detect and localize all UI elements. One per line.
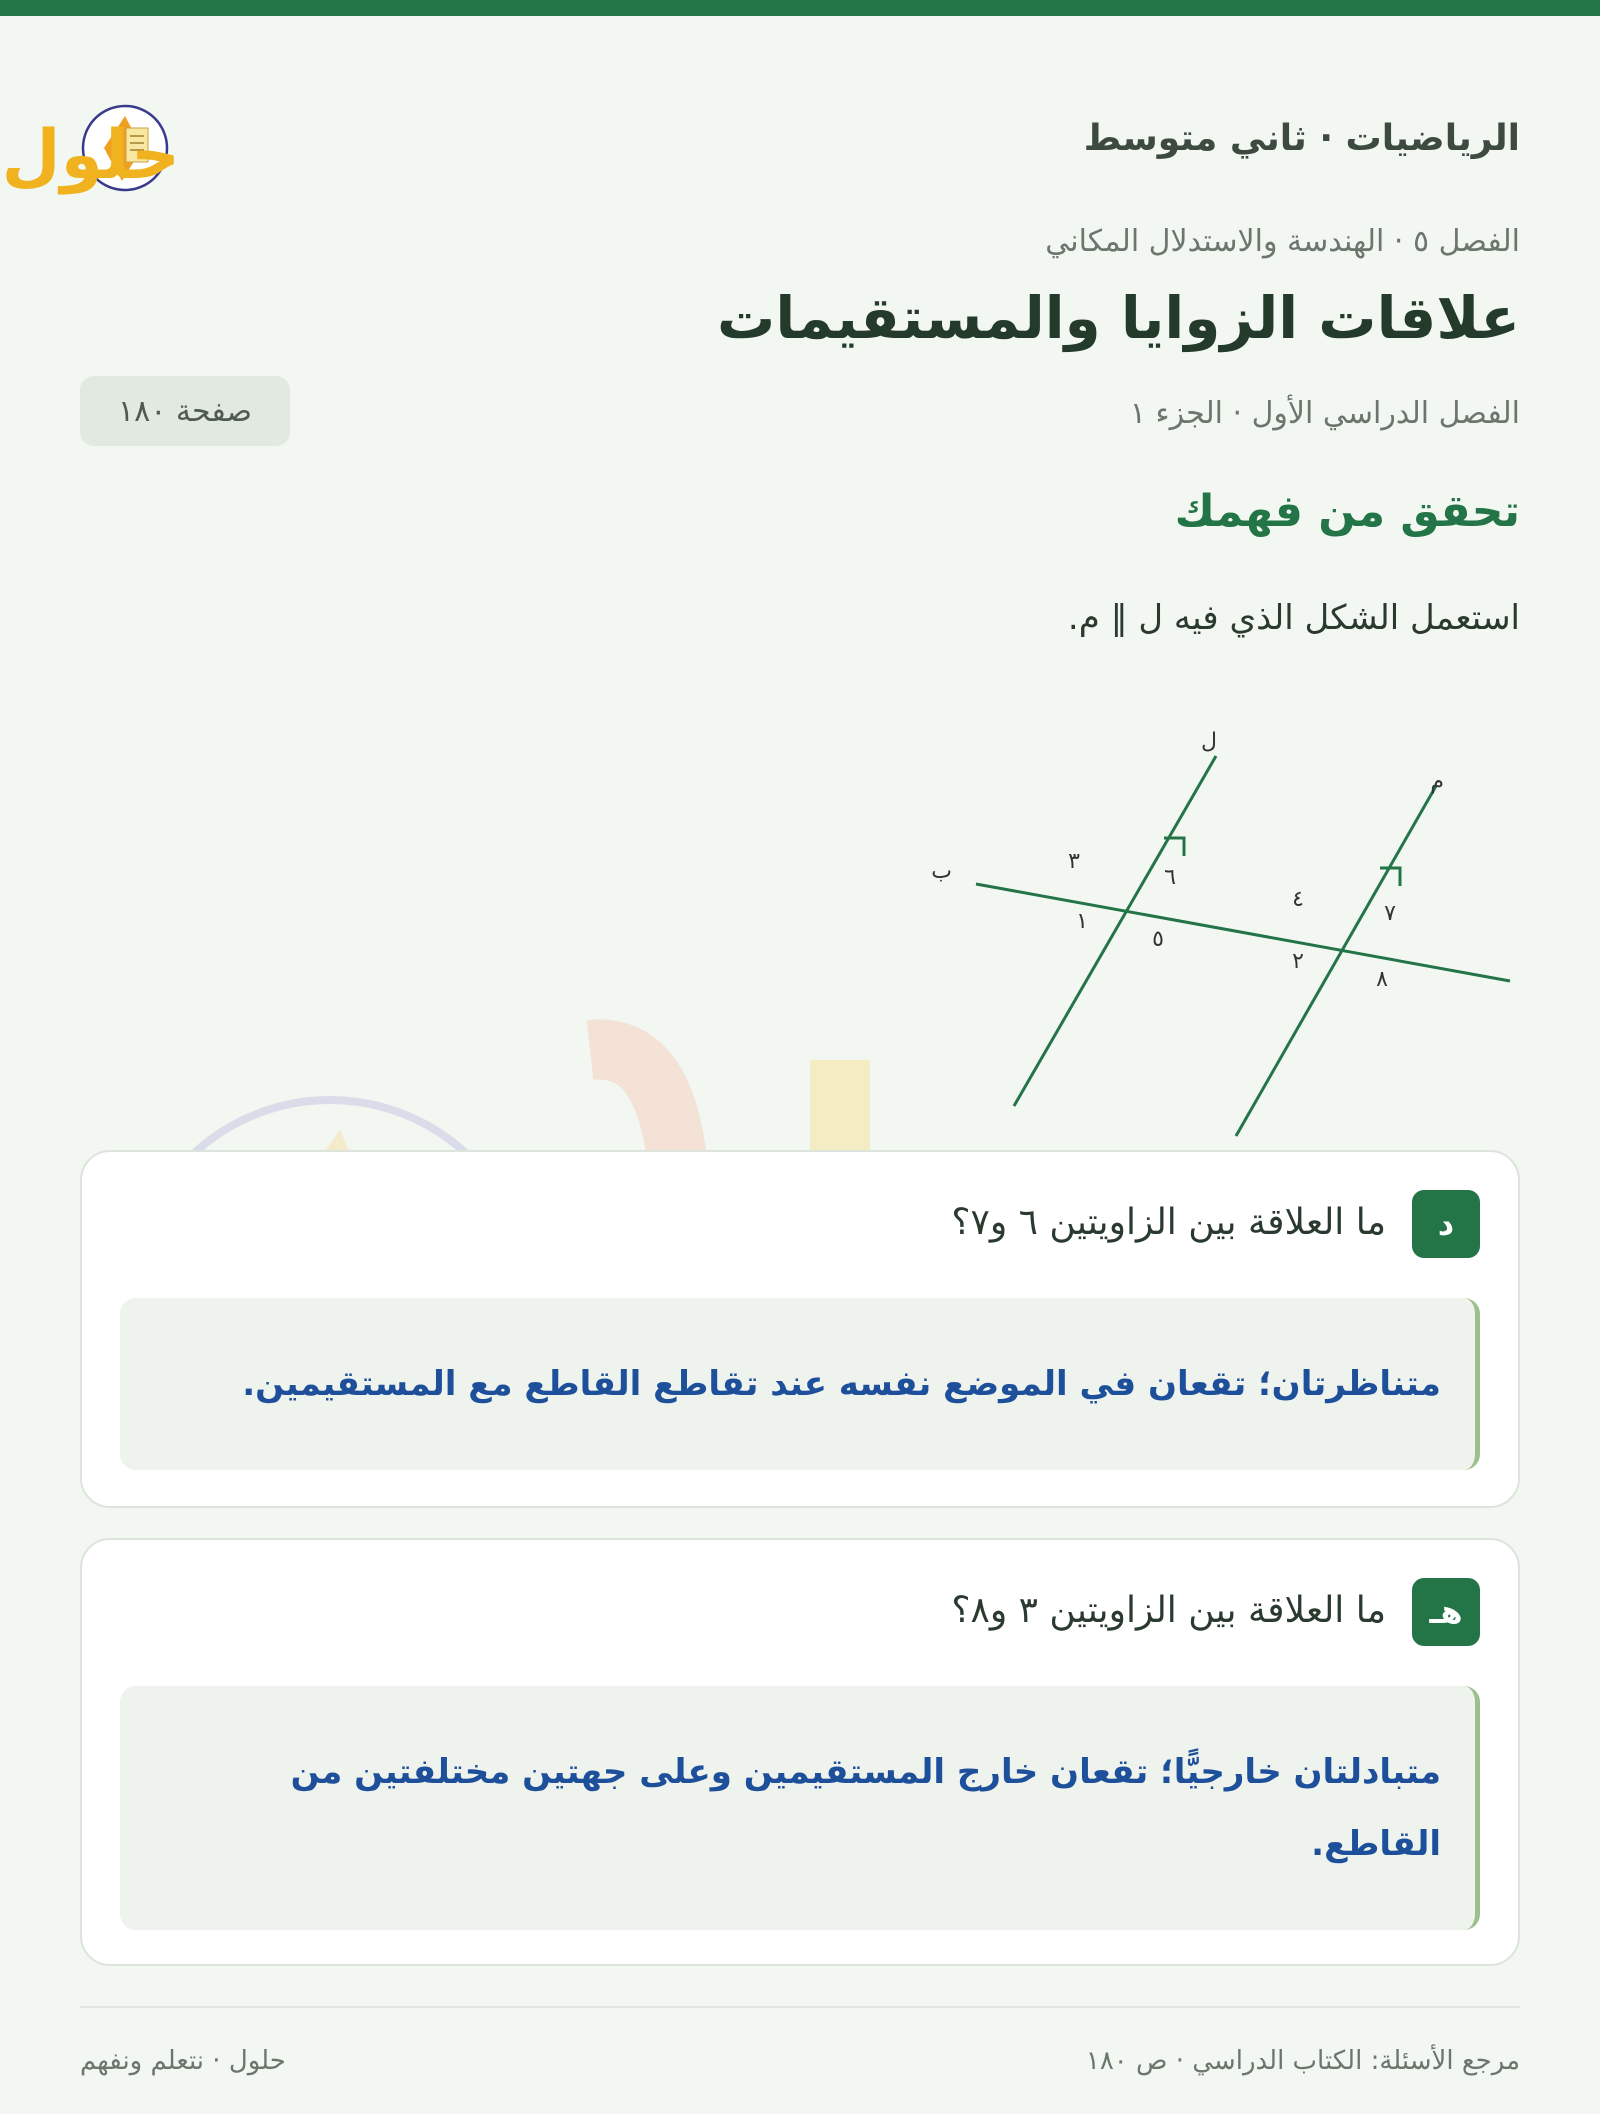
angle-label-4: ٤ xyxy=(1292,887,1304,912)
chapter-label: الفصل ٥ · الهندسة والاستدلال المكاني xyxy=(1045,224,1520,259)
answer-box xyxy=(120,1298,1480,1470)
label-line-l: ل xyxy=(1201,729,1217,754)
page-number-badge: صفحة ١٨٠ xyxy=(80,376,290,446)
angle-label-5: ٥ xyxy=(1152,927,1164,952)
angle-label-7: ٧ xyxy=(1384,901,1396,926)
top-accent-bar xyxy=(0,0,1600,16)
lesson-title: علاقات الزوايا والمستقيمات xyxy=(717,284,1520,352)
angle-label-3: ٣ xyxy=(1068,849,1080,874)
question-badge: هـ xyxy=(1412,1578,1480,1646)
question-card-d xyxy=(80,1150,1520,1508)
geometry-figure xyxy=(860,706,1520,1126)
footer-brand: حلول · نتعلم ونفهم xyxy=(80,2046,286,2076)
angle-label-2: ٢ xyxy=(1292,949,1304,974)
header xyxy=(1,86,1520,196)
subject-title: الرياضيات · ثاني متوسط xyxy=(1083,118,1520,159)
question-badge: د xyxy=(1412,1190,1480,1258)
logo-text: حلول xyxy=(1,116,180,195)
transversal-line xyxy=(976,884,1510,981)
angle-label-8: ٨ xyxy=(1376,967,1388,992)
semester-label: الفصل الدراسي الأول · الجزء ١ xyxy=(1129,396,1520,431)
question-text: ما العلاقة بين الزاويتين ٦ و٧؟ xyxy=(951,1202,1386,1243)
answer-box xyxy=(120,1686,1480,1930)
angle-label-1: ١ xyxy=(1076,909,1088,934)
question-card-h xyxy=(80,1538,1520,1966)
label-line-m: م xyxy=(1430,769,1444,794)
footer-divider xyxy=(80,2006,1520,2008)
page xyxy=(1,16,1520,2114)
instruction-text: استعمل الشكل الذي فيه ل ‖ م. xyxy=(1067,598,1520,638)
label-transversal: ب xyxy=(931,859,952,884)
line-l xyxy=(1014,756,1216,1106)
angle-label-6: ٦ xyxy=(1164,865,1176,890)
footer-reference: مرجع الأسئلة: الكتاب الدراسي · ص ١٨٠ xyxy=(1085,2046,1520,2076)
hulul-logo[interactable] xyxy=(1,86,360,196)
answer-text: متناظرتان؛ تقعان في الموضع نفسه عند تقاطع القاطع مع المستقيمين. xyxy=(242,1364,1441,1404)
question-text: ما العلاقة بين الزاويتين ٣ و٨؟ xyxy=(951,1590,1386,1631)
answer-text: متبادلتان خارجيًّا؛ تقعان خارج المستقيمين وعلى جهتين مختلفتين من القاطع. xyxy=(290,1752,1441,1864)
section-title: تحقق من فهمك xyxy=(1174,486,1520,537)
